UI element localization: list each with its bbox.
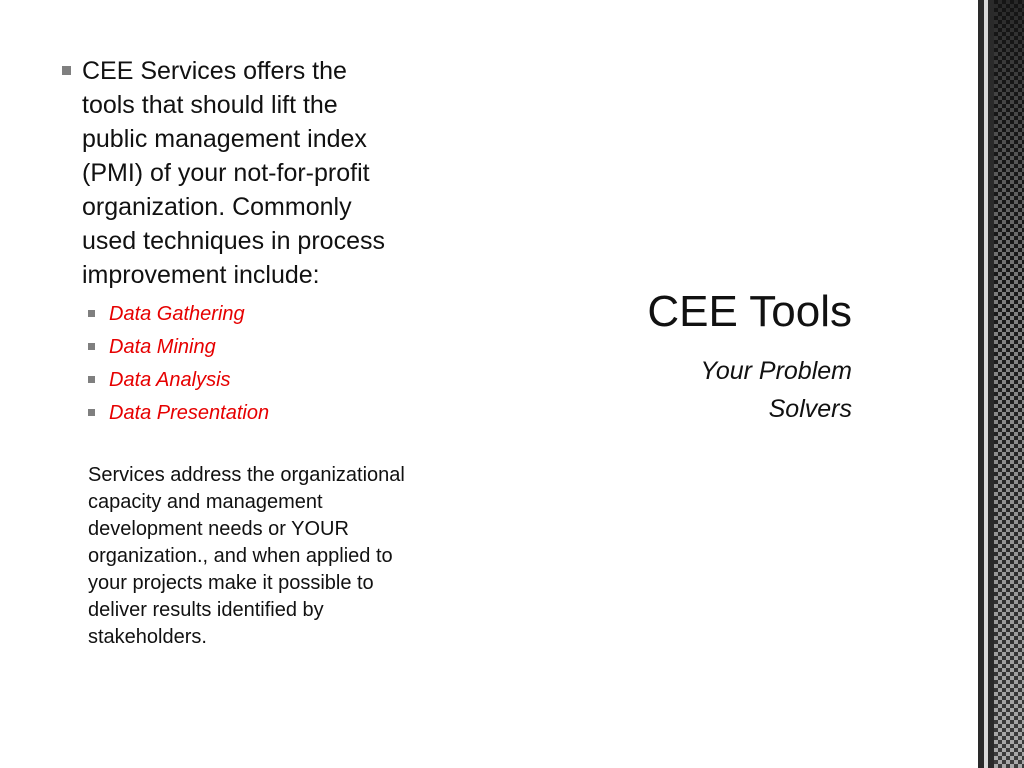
square-bullet-icon	[88, 409, 95, 416]
main-bullet	[62, 54, 452, 292]
main-bullet-line-7: improvement include:	[82, 261, 320, 289]
services-note-line-3: development needs or YOUR	[88, 518, 349, 540]
title-block	[560, 286, 852, 428]
decorative-right-border	[978, 0, 1024, 768]
content-area	[62, 54, 452, 430]
list-item	[62, 331, 452, 364]
services-note-line-2: capacity and management	[88, 491, 323, 513]
technique-label: Data Gathering	[109, 303, 245, 325]
subtitle-line-1: Your Problem	[700, 357, 852, 385]
subtitle-line-2: Solvers	[768, 395, 852, 423]
services-note	[88, 462, 458, 651]
main-bullet-line-4: (PMI) of your not-for-profit	[82, 159, 370, 187]
services-note-line-7: stakeholders.	[88, 626, 207, 648]
services-note-line-1: Services address the organizational	[88, 464, 405, 486]
technique-list	[62, 298, 452, 430]
list-item	[62, 298, 452, 331]
main-bullet-line-3: public management index	[82, 125, 367, 153]
services-note-line-5: your projects make it possible to	[88, 572, 374, 594]
slide-title: CEE Tools	[647, 287, 852, 336]
square-bullet-icon	[88, 376, 95, 383]
list-item	[62, 364, 452, 397]
list-item	[62, 397, 452, 430]
main-bullet-line-1: CEE Services offers the	[82, 57, 347, 85]
services-note-line-6: deliver results identified by	[88, 599, 324, 621]
square-bullet-icon	[88, 343, 95, 350]
services-note-line-4: organization., and when applied to	[88, 545, 393, 567]
main-bullet-line-5: organization. Commonly	[82, 193, 352, 221]
main-bullet-line-6: used techniques in process	[82, 227, 385, 255]
technique-label: Data Analysis	[109, 369, 231, 391]
technique-label: Data Mining	[109, 336, 216, 358]
square-bullet-icon	[62, 66, 71, 75]
border-fade	[994, 0, 1024, 768]
technique-label: Data Presentation	[109, 402, 270, 424]
main-bullet-line-2: tools that should lift the	[82, 91, 338, 119]
border-stripe	[984, 0, 988, 768]
square-bullet-icon	[88, 310, 95, 317]
slide-subtitle	[560, 352, 852, 428]
